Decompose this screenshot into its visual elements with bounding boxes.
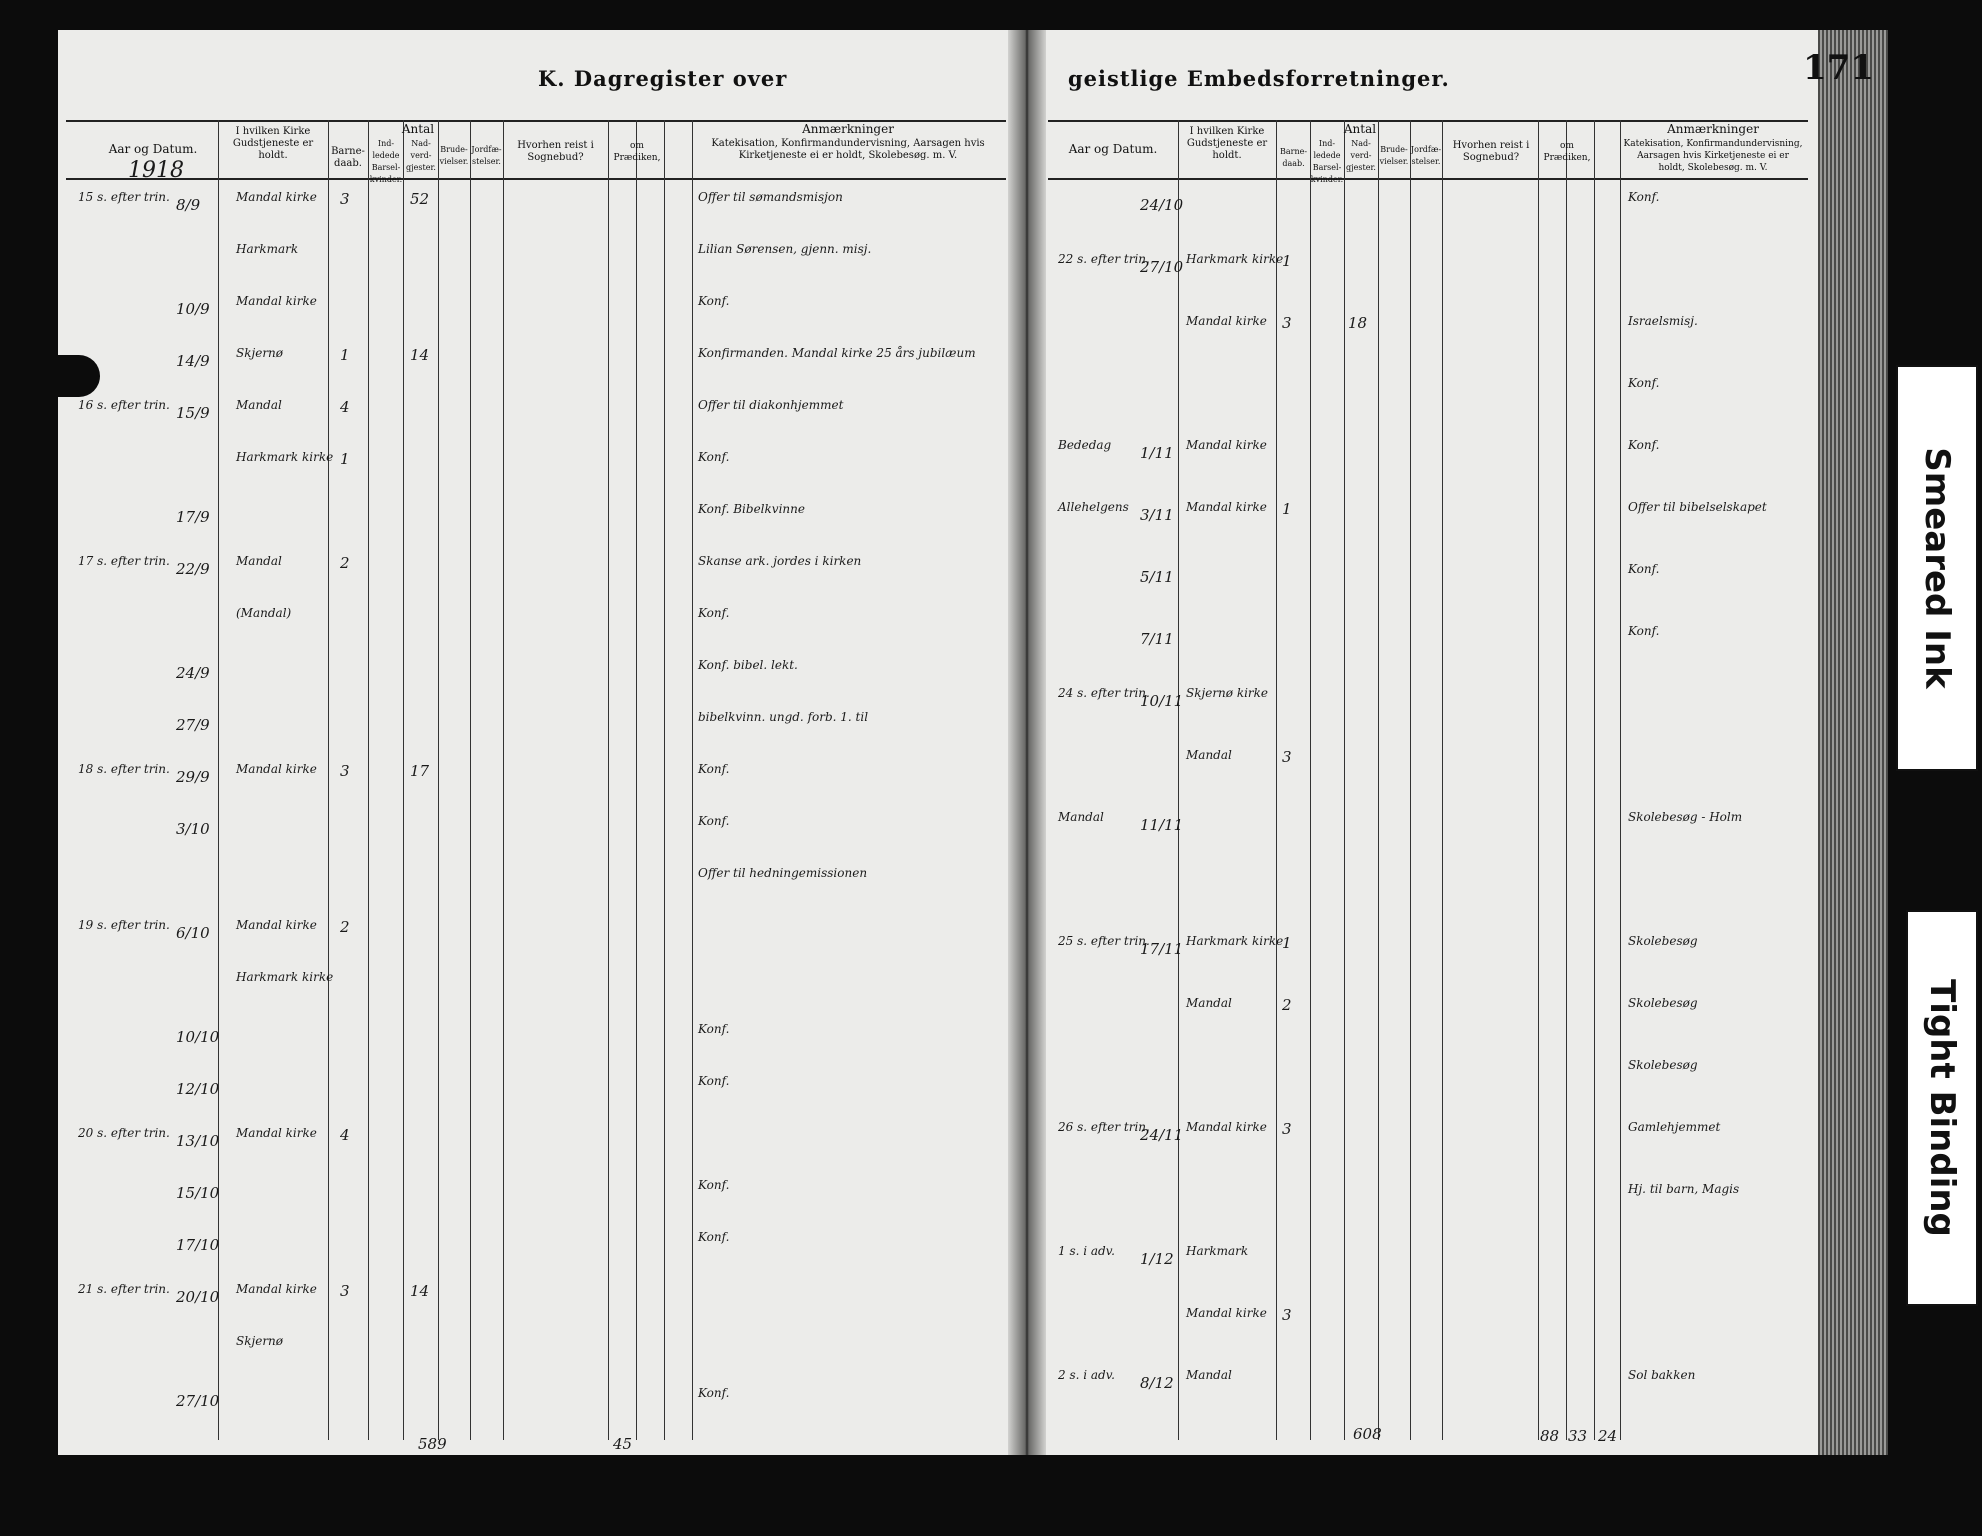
- entry-date: 5/11: [1140, 568, 1174, 586]
- side-label-tight-binding: Tight Binding: [1906, 910, 1978, 1306]
- entry-sunday: 16 s. efter trin.: [78, 398, 170, 412]
- page-number: 171: [1803, 48, 1874, 88]
- entry-church: Mandal: [236, 554, 282, 568]
- header-antal: Antal: [401, 122, 435, 136]
- entry-date: 27/10: [1140, 258, 1184, 276]
- entry-church: Mandal kirke: [1186, 500, 1267, 514]
- entry-date: 10/11: [1140, 692, 1184, 710]
- entry-date: 8/12: [1140, 1374, 1174, 1392]
- right-total-nadverd: 608: [1353, 1425, 1382, 1443]
- entry-sunday: 22 s. efter trin.: [1058, 252, 1150, 266]
- entry-note: Offer til sømandsmisjon: [698, 190, 843, 204]
- entry-date: 13/10: [176, 1132, 220, 1150]
- entry-note: Konfirmanden. Mandal kirke 25 års jubilæum: [698, 346, 976, 360]
- entry-b: 4: [340, 1126, 350, 1144]
- entry-sunday: 24 s. efter trin.: [1058, 686, 1150, 700]
- entry-church: Harkmark kirke: [236, 970, 334, 984]
- entry-date: 1/11: [1140, 444, 1174, 462]
- side-label-smeared-ink: Smeared Ink: [1896, 365, 1978, 771]
- header-anmaerkninger-text-right: Katekisation, Konfirmandundervisning, Aarsagen hvis Kirketjeneste ei er holdt, Skolebesøg. m. V.: [1623, 139, 1803, 173]
- entry-church: Mandal kirke: [236, 1282, 317, 1296]
- book-gutter: [1008, 30, 1046, 1455]
- ledger-spread: [58, 30, 1888, 1455]
- entry-church: Mandal kirke: [236, 1126, 317, 1140]
- entry-note: Konf.: [698, 1230, 730, 1244]
- entry-note: Konf. Bibelkvinne: [698, 502, 805, 516]
- entry-note: Hj. til barn, Magis: [1628, 1182, 1740, 1196]
- header-nadverd-right: Nad-verd-gjester.: [1346, 139, 1376, 172]
- entry-b: 3: [1282, 1306, 1292, 1324]
- entry-sunday: 18 s. efter trin.: [78, 762, 170, 776]
- header-om-praediken-right: om Prædiken,: [1543, 141, 1591, 163]
- entry-date: 27/9: [176, 716, 210, 734]
- entry-church: Harkmark kirke: [236, 450, 334, 464]
- entry-date: 24/10: [1140, 196, 1184, 214]
- header-jordfaestelser: Jordfæ-stelser.: [471, 145, 502, 166]
- entry-date: 3/11: [1140, 506, 1174, 524]
- entry-church: Skjernø kirke: [1186, 686, 1269, 700]
- entry-church: Skjernø: [236, 346, 284, 360]
- entry-note: Offer til diakonhjemmet: [698, 398, 844, 412]
- entry-date: 17/10: [176, 1236, 220, 1254]
- entry-note: Gamlehjemmet: [1628, 1120, 1721, 1134]
- entry-date: 14/9: [176, 352, 210, 370]
- entry-note: Konf.: [1628, 624, 1660, 638]
- entry-church: Mandal: [236, 398, 282, 412]
- year: 1918: [128, 158, 184, 183]
- header-barnedaab-right: Barne-daab.: [1279, 147, 1308, 168]
- left-page-title: K. Dagregister over: [538, 66, 788, 91]
- header-brudevielser-right: Brude-vielser.: [1379, 145, 1409, 166]
- entry-note: Konf. bibel. lekt.: [698, 658, 798, 672]
- entry-note: Konf.: [698, 1178, 730, 1192]
- entry-sunday: 2 s. i adv.: [1058, 1368, 1115, 1382]
- header-anmaerkninger: Anmærkninger: [802, 122, 894, 136]
- entry-date: 20/10: [176, 1288, 220, 1306]
- entry-church: Mandal kirke: [1186, 1306, 1267, 1320]
- entry-sunday: 26 s. efter trin.: [1058, 1120, 1150, 1134]
- entry-b: 1: [1282, 934, 1292, 952]
- right-page-title: geistlige Embedsforretninger.: [1068, 66, 1450, 91]
- entry-note: bibelkvinn. ungd. forb. 1. til: [698, 710, 869, 724]
- entry-note: Offer til hedningemissionen: [698, 866, 868, 880]
- entry-b: 3: [1282, 314, 1292, 332]
- header-barnedaab: Barne-daab.: [331, 146, 365, 169]
- entry-note: Skolebesøg: [1628, 1058, 1698, 1072]
- header-anmaerkninger-right: Anmærkninger: [1667, 122, 1759, 136]
- entry-church: Mandal kirke: [236, 294, 317, 308]
- right-total-a: 88: [1540, 1427, 1560, 1445]
- header-nadverd: Nad-verd-gjester.: [406, 139, 436, 172]
- left-total-nadverd: 589: [418, 1435, 447, 1453]
- entry-date: 22/9: [176, 560, 210, 578]
- entry-note: Konf.: [698, 814, 730, 828]
- header-kirke-right: I hvilken Kirke Gudstjeneste er holdt.: [1186, 126, 1268, 161]
- entry-note: Offer til bibelselskapet: [1628, 500, 1767, 514]
- entry-note: Konf.: [1628, 562, 1660, 576]
- entry-church: Harkmark: [1186, 1244, 1249, 1258]
- left-total-praediken: 45: [613, 1435, 633, 1453]
- entry-b: 3: [340, 1282, 350, 1300]
- header-aar: Aar og Datum.: [108, 142, 198, 156]
- entry-sunday: 19 s. efter trin.: [78, 918, 170, 932]
- entry-sunday: 17 s. efter trin.: [78, 554, 170, 568]
- entry-date: 17/11: [1140, 940, 1184, 958]
- entry-note: Konf.: [698, 294, 730, 308]
- entry-note: Konf.: [698, 1386, 730, 1400]
- entry-note: Konf.: [1628, 438, 1660, 452]
- header-barselkvinder-right: Ind-ledede Barsel-kvinder.: [1310, 139, 1344, 184]
- entry-n: 18: [1348, 314, 1368, 332]
- entry-church: Mandal kirke: [236, 762, 317, 776]
- entry-n: 14: [410, 1282, 430, 1300]
- entry-b: 2: [1282, 996, 1292, 1014]
- entry-note: Skolebesøg - Holm: [1628, 810, 1743, 824]
- header-kirke: I hvilken Kirke Gudstjeneste er holdt.: [232, 126, 314, 161]
- header-antal-right: Antal: [1343, 122, 1377, 136]
- entry-date: 7/11: [1140, 630, 1174, 648]
- entry-note: Konf.: [698, 606, 730, 620]
- entry-b: 1: [340, 450, 350, 468]
- entry-b: 3: [1282, 748, 1292, 766]
- entry-note: Konf.: [1628, 376, 1660, 390]
- entry-sunday: 20 s. efter trin.: [78, 1126, 170, 1140]
- entry-sunday: 21 s. efter trin.: [78, 1282, 170, 1296]
- entry-church: Mandal: [1186, 996, 1232, 1010]
- entry-b: 1: [1282, 252, 1292, 270]
- entry-b: 1: [340, 346, 350, 364]
- entry-date: 1/12: [1140, 1250, 1174, 1268]
- entry-date: 12/10: [176, 1080, 220, 1098]
- header-brudevielser: Brude-vielser.: [439, 145, 469, 166]
- entry-n: 17: [410, 762, 430, 780]
- entry-note: Lilian Sørensen, gjenn. misj.: [698, 242, 872, 256]
- entry-b: 2: [340, 918, 350, 936]
- entry-date: 27/10: [176, 1392, 220, 1410]
- entry-note: Konf.: [698, 1022, 730, 1036]
- entry-sunday: Allehelgens: [1058, 500, 1129, 514]
- header-barselkvinder: Ind-ledede Barsel-kvinder.: [369, 139, 403, 184]
- entry-date: 15/10: [176, 1184, 220, 1202]
- entry-date: 3/10: [176, 820, 210, 838]
- entry-n: 14: [410, 346, 430, 364]
- entry-date: 10/10: [176, 1028, 220, 1046]
- entry-sunday: 25 s. efter trin.: [1058, 934, 1150, 948]
- entry-church: Mandal: [1186, 748, 1232, 762]
- header-sognebud-right: Hvorhen reist i Sognebud?: [1452, 140, 1530, 163]
- entry-b: 1: [1282, 500, 1292, 518]
- entry-church: Mandal kirke: [1186, 1120, 1267, 1134]
- entry-church: Harkmark kirke: [1186, 934, 1284, 948]
- header-jordfaestelser-right: Jordfæ-stelser.: [1410, 145, 1442, 166]
- page-edge: [1818, 30, 1888, 1455]
- header-aar-right: Aar og Datum.: [1068, 142, 1158, 156]
- entry-note: Israelsmisj.: [1628, 314, 1698, 328]
- entry-church: Mandal kirke: [236, 918, 317, 932]
- entry-note: Konf.: [698, 1074, 730, 1088]
- entry-sunday: 15 s. efter trin.: [78, 190, 170, 204]
- entry-sunday: 1 s. i adv.: [1058, 1244, 1115, 1258]
- entry-church: Harkmark: [236, 242, 299, 256]
- entry-note: Sol bakken: [1628, 1368, 1696, 1382]
- entry-church: Mandal kirke: [1186, 314, 1267, 328]
- entry-sunday: Bededag: [1058, 438, 1112, 452]
- entry-date: 10/9: [176, 300, 210, 318]
- entry-church: Skjernø: [236, 1334, 284, 1348]
- entry-date: 15/9: [176, 404, 210, 422]
- entry-n: 52: [410, 190, 430, 208]
- right-total-b: 33: [1568, 1427, 1588, 1445]
- entry-church: Harkmark kirke: [1186, 252, 1284, 266]
- entry-date: 8/9: [176, 196, 201, 214]
- entry-note: Skolebesøg: [1628, 934, 1698, 948]
- entry-b: 3: [1282, 1120, 1292, 1138]
- entry-date: 29/9: [176, 768, 210, 786]
- header-sognebud: Hvorhen reist i Sognebud?: [517, 140, 594, 163]
- entry-b: 4: [340, 398, 350, 416]
- entry-date: 17/9: [176, 508, 210, 526]
- entry-b: 3: [340, 762, 350, 780]
- header-anmaerkninger-text: Katekisation, Konfirmandundervisning, Aarsagen hvis Kirketjeneste ei er holdt, Skolebesøg. m. V.: [711, 138, 985, 161]
- entry-note: Konf.: [698, 762, 730, 776]
- entry-church: Mandal: [1186, 1368, 1232, 1382]
- entry-b: 3: [340, 190, 350, 208]
- entry-sunday: Mandal: [1058, 810, 1104, 824]
- entry-date: 11/11: [1140, 816, 1184, 834]
- entry-note: Skanse ark. jordes i kirken: [698, 554, 862, 568]
- header-om-praediken: om Prædiken,: [613, 141, 661, 163]
- entry-date: 6/10: [176, 924, 210, 942]
- entry-note: Skolebesøg: [1628, 996, 1698, 1010]
- entry-church: (Mandal): [236, 606, 292, 620]
- right-total-c: 24: [1598, 1427, 1618, 1445]
- entry-date: 24/9: [176, 664, 210, 682]
- entry-church: Mandal kirke: [236, 190, 317, 204]
- entry-church: Mandal kirke: [1186, 438, 1267, 452]
- entry-note: Konf.: [1628, 190, 1660, 204]
- entry-note: Konf.: [698, 450, 730, 464]
- binding-clip: [0, 355, 100, 397]
- entry-b: 2: [340, 554, 350, 572]
- entry-date: 24/11: [1140, 1126, 1184, 1144]
